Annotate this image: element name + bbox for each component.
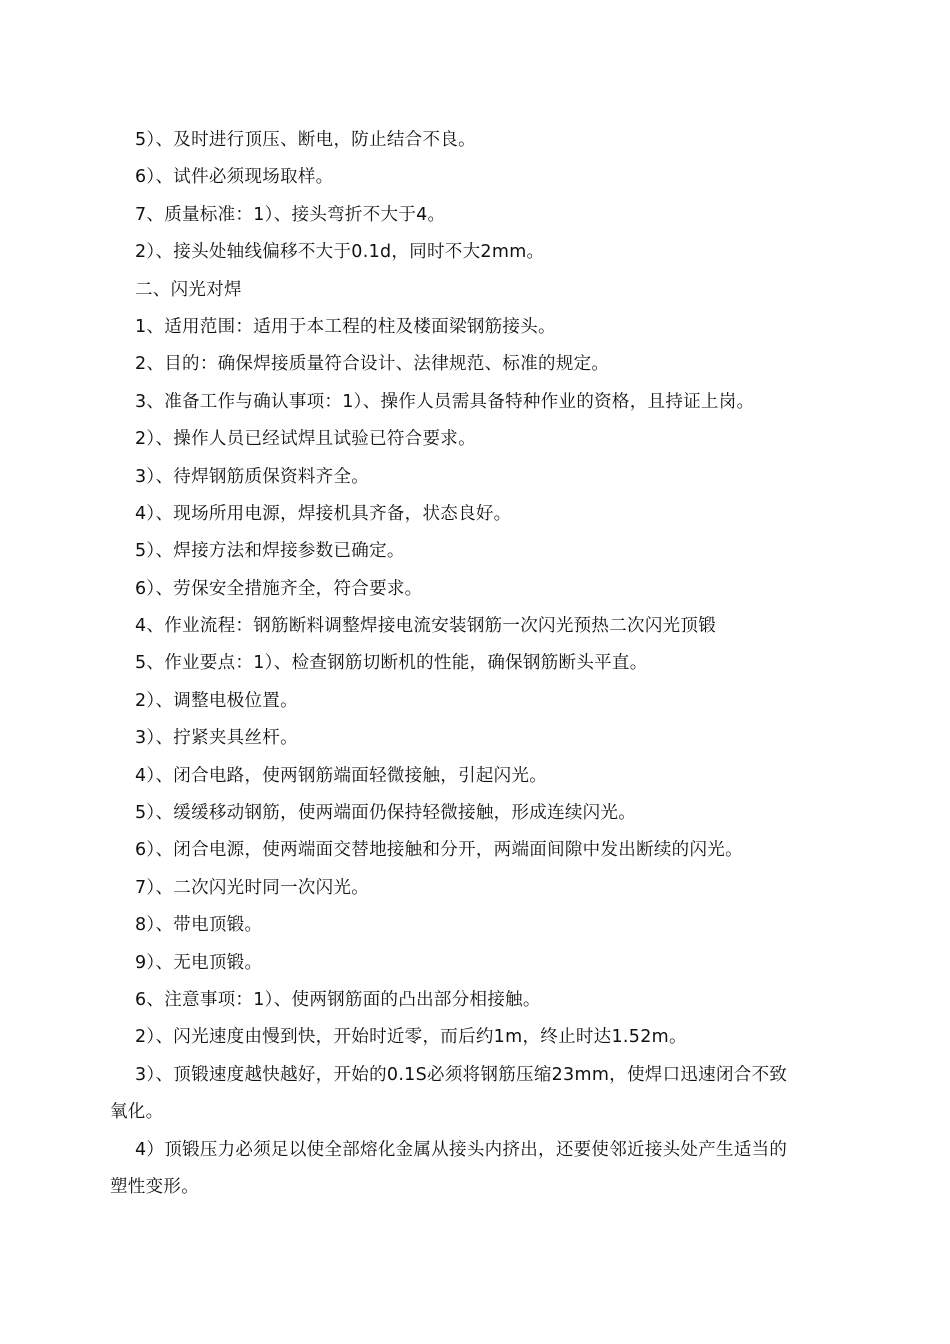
text-line: 1、适用范围：适用于本工程的柱及楼面梁钢筋接头。 (135, 316, 556, 337)
text-line: 2）、接头处轴线偏移不大于0.1d，同时不大2mm。 (135, 242, 545, 263)
text-line: 5）、及时进行顶压、断电，防止结合不良。 (135, 130, 476, 150)
text-line: 7）、二次闪光时同一次闪光。 (135, 877, 370, 898)
text-line: 5）、焊接方法和焊接参数已确定。 (135, 541, 405, 562)
paragraph-continuation: 氧化。 (110, 1102, 164, 1123)
text-line: 6、注意事项：1）、使两钢筋面的凸出部分相接触。 (135, 989, 541, 1010)
text-line: 7、质量标准：1）、接头弯折不大于4。 (135, 204, 446, 225)
text-line: 9）、无电顶锻。 (135, 952, 263, 973)
text-line: 5）、缓缓移动钢筋，使两端面仍保持轻微接触，形成连续闪光。 (135, 803, 637, 824)
text-line: 8）、带电顶锻。 (135, 915, 263, 936)
paragraph-continuation: 塑性变形。 (110, 1176, 199, 1197)
document-body (110, 122, 835, 1206)
section-heading: 二、闪光对焊 (135, 279, 242, 300)
text-line: 2）、调整电极位置。 (135, 690, 298, 711)
text-line: 2）、闪光速度由慢到快，开始时近零，而后约1m，终止时达1.52m。 (135, 1027, 687, 1048)
text-line: 4、作业流程：钢筋断料调整焊接电流安装钢筋一次闪光预热二次闪光顶锻 (135, 616, 717, 637)
text-line: 6）、试件必须现场取样。 (135, 167, 334, 188)
text-line: 6）、闭合电源，使两端面交替地接触和分开，两端面间隙中发出断续的闪光。 (135, 840, 743, 861)
text-line: 2、目的：确保焊接质量符合设计、法律规范、标准的规定。 (135, 354, 610, 375)
text-line: 3）、待焊钢筋质保资料齐全。 (135, 466, 370, 487)
text-line: 3、准备工作与确认事项：1）、操作人员需具备特种作业的资格，且持证上岗。 (135, 391, 755, 412)
text-line: 6）、劳保安全措施齐全，符合要求。 (135, 578, 423, 599)
paragraph-first-line: 3）、顶锻速度越快越好，开始的0.1S必须将钢筋压缩23mm，使焊口迅速闭合不致 (135, 1064, 788, 1085)
text-line: 4）、闭合电路，使两钢筋端面轻微接触，引起闪光。 (135, 765, 548, 786)
text-line: 5、作业要点：1）、检查钢筋切断机的性能，确保钢筋断头平直。 (135, 653, 648, 674)
paragraph-first-line: 4）顶锻压力必须足以使全部熔化金属从接头内挤出，还要使邻近接头处产生适当的 (135, 1139, 788, 1160)
text-line: 4）、现场所用电源，焊接机具齐备，状态良好。 (135, 503, 512, 524)
text-line: 3）、拧紧夹具丝杆。 (135, 728, 298, 749)
text-line: 2）、操作人员已经试焊且试验已符合要求。 (135, 429, 476, 450)
paragraph (110, 1132, 835, 1207)
paragraph (110, 1057, 835, 1132)
